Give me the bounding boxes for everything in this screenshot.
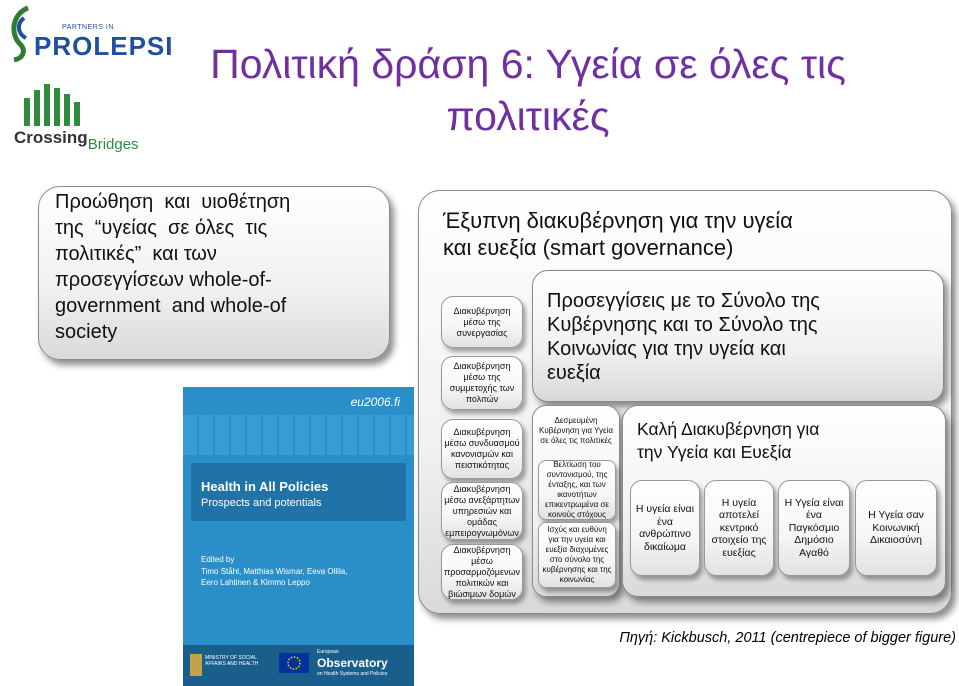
committed-government-header: Δεσμευμένη Κυβέρνηση για Υγεία σε όλες τις πολιτικές <box>539 416 613 445</box>
value-human-right <box>630 480 700 576</box>
book-grid <box>183 415 414 455</box>
bridge-bars-icon <box>22 84 92 126</box>
book-subtitle: Prospects and potentials <box>201 497 322 509</box>
book-edited-by: Edited by <box>201 555 235 564</box>
promotion-line: society <box>55 321 118 343</box>
approaches-box <box>532 270 944 402</box>
crossing-text: Crossing <box>14 128 88 147</box>
power-responsibility-text: Ισχύς και ευθύνη για την υγεία και ευεξία διαχυμένες στο σύνολο της κυβέρνησης και της κοινωνίας <box>542 525 612 584</box>
value-label: Η Υγεία σαν Κοινωνική Δικαιοσύνη <box>868 509 924 547</box>
promotion-line: πολιτικές” και των <box>55 243 217 265</box>
approaches-line: Κυβέρνησης και το Σύνολο της <box>547 314 818 336</box>
approaches-line: Προσεγγίσεις με το Σύνολο της <box>547 290 820 312</box>
governance-item-label: Διακυβέρνηση μέσω συνδυασμού κανονισμών και πειστικότητας <box>444 427 520 470</box>
smart-governance-heading <box>443 207 793 261</box>
good-governance-heading <box>637 418 819 464</box>
promotion-line: Προώθηση και υιοθέτηση <box>55 191 291 213</box>
book-title: Health in All Policies <box>201 479 329 494</box>
page-title: Πολιτική δράση 6: Υγεία σε όλες τις πολιτικές <box>210 41 846 139</box>
good-governance-line: την Υγεία και Ευεξία <box>637 442 792 462</box>
bridges-text: Bridges <box>87 136 139 153</box>
observatory-small: European <box>317 649 339 655</box>
power-responsibility-box <box>538 522 616 588</box>
approaches-text <box>547 289 820 385</box>
promotion-text <box>55 189 290 345</box>
ministry-crest-icon <box>189 653 203 677</box>
value-label: Η υγεία είναι ένα ανθρώπινο δικαίωμα <box>635 503 695 553</box>
observatory-text: Observatory <box>317 656 388 670</box>
ministry-text: MINISTRY OF SOCIAL AFFAIRS AND HEALTH <box>205 655 259 667</box>
governance-item-cooperation <box>441 296 523 348</box>
promotion-line: της “υγείας σε όλες τις <box>55 217 268 239</box>
value-social-justice <box>855 480 937 576</box>
prolepsis-name: PROLEPSI <box>34 31 174 61</box>
source-caption: Πηγή: Kickbusch, 2011 (centrepiece of bigger figure) <box>619 630 956 646</box>
book-brand: eu2006.fi <box>350 395 400 409</box>
book-cover <box>183 387 414 686</box>
value-label: Η Υγεία είναι ένα Παγκόσμιο Δημόσιο Αγαθό <box>784 496 844 559</box>
prolepsis-swirl-icon <box>6 4 32 62</box>
approaches-line: ευεξία <box>547 362 601 384</box>
heading-line: και ευεξία (smart governance) <box>443 235 734 260</box>
governance-item-adaptive <box>441 544 523 600</box>
good-governance-line: Καλή Διακυβέρνηση για <box>637 419 820 439</box>
promotion-line: προσεγγίσεων whole-of- <box>55 269 272 291</box>
value-label: Η υγεία αποτελεί κεντρικό στοιχείο της ευεξίας <box>711 496 767 559</box>
value-wellbeing <box>704 480 774 576</box>
crossing-bridges-text <box>14 128 139 153</box>
book-editors: Timo Ståhl, Matthias Wismar, Eeva Ollila, <box>201 567 348 576</box>
governance-item-label: Διακυβέρνηση μέσω της συνεργασίας <box>453 305 511 338</box>
prolepsis-small-text: PARTNERS IN <box>62 24 114 31</box>
approaches-line: Κοινωνίας για την υγεία και <box>547 338 786 360</box>
book-footer <box>183 645 414 686</box>
promotion-box <box>38 186 390 360</box>
governance-item-label: Διακυβέρνηση μέσω της συμμετοχής των πολιτών <box>449 361 515 404</box>
value-public-good <box>778 480 850 576</box>
governance-item-label: Διακυβέρνηση μέσω ανεξάρτητων υπηρεσιών και ομάδας εμπειρογνωμόνων <box>444 483 520 538</box>
heading-line: Έξυπνη διακυβέρνηση για την υγεία <box>443 208 793 233</box>
governance-item-label: Διακυβέρνηση μέσω προσαρμοζόμενων πολιτικών και βιώσιμων δομών <box>444 544 520 599</box>
book-editors: Eero Lahtinen & Kimmo Leppo <box>201 578 310 587</box>
governance-item-independent <box>441 482 523 540</box>
governance-item-regulation <box>441 419 523 479</box>
coordination-text: Βελτίωση του συντονισμού, της ένταξης, και των ικανοτήτων επικεντρωμένα σε κοινούς στόχους <box>545 460 609 519</box>
governance-item-participation <box>441 356 523 410</box>
coordination-box <box>538 460 616 520</box>
eu-flag-icon <box>279 653 309 673</box>
observatory-sub: on Health Systems and Policies <box>317 671 388 677</box>
promotion-line: government and whole-of <box>55 295 287 317</box>
